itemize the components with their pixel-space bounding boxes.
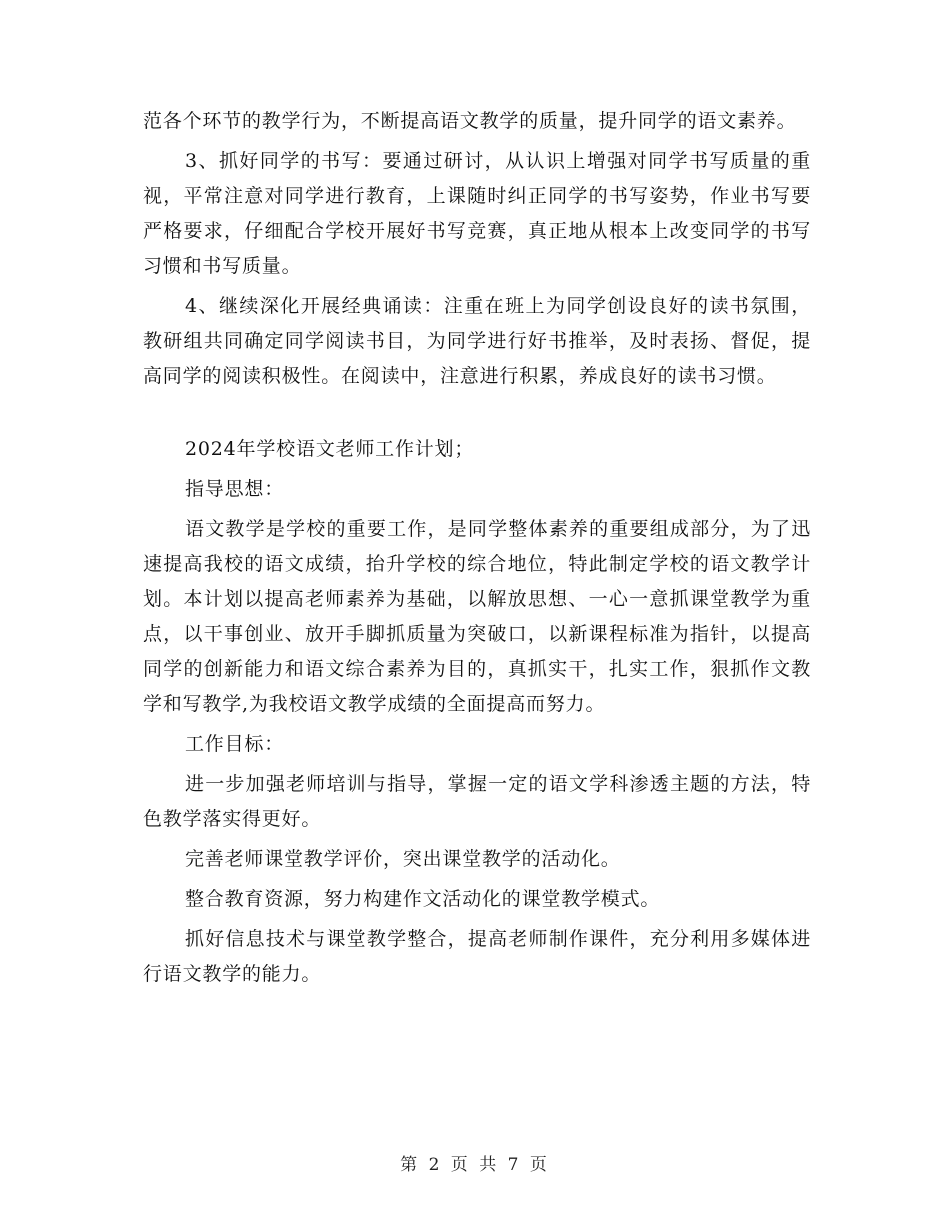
guiding-heading: 指导思想：: [185, 478, 285, 500]
goal-item: 进一步加强老师培训与指导，掌握一定的语文学科渗透主题的方法，特色教学落实得更好。: [143, 773, 811, 830]
paragraph-classic-reading: 4、继续深化开展经典诵读：注重在班上为同学创设良好的读书氛围，教研组共同确定同学阅读书目，为同学进行好书推举，及时表扬、督促，提高同学的阅读积极性。在阅读中，注意进行积累，养成良好的读书习惯。: [143, 295, 811, 387]
paragraph-handwriting: 3、抓好同学的书写：要通过研讨，从认识上增强对同学书写质量的重视，平常注意对同学进行教育，上课随时纠正同学的书写姿势，作业书写要严格要求，仔细配合学校开展好书写竞赛，真正地从根本上改变同学的书写习惯和书写质量。: [143, 150, 811, 277]
page-content: [143, 104, 811, 997]
section-title: 2024年学校语文老师工作计划；: [185, 438, 475, 460]
goals-heading: 工作目标：: [185, 733, 285, 755]
guiding-text: 语文教学是学校的重要工作，是同学整体素养的重要组成部分，为了迅速提高我校的语文成绩，抬升学校的综合地位，特此制定学校的语文教学计划。本计划以提高老师素养为基础，以解放思想、一心一意抓课堂教学为重点，以干事创业、放开手脚抓质量为突破口，以新课程标准为指针，以提高同学的创新能力和语文综合素养为目的，真抓实干，扎实工作，狠抓作文教学和写教学,为我校语文教学成绩的全面提高而努力。: [143, 518, 811, 715]
section-gap: [143, 399, 811, 432]
goal-item: 完善老师课堂教学评价，突出课堂教学的活动化。: [185, 848, 621, 870]
goal-item: 抓好信息技术与课堂教学整合，提高老师制作课件，充分利用多媒体进行语文教学的能力。: [143, 928, 811, 985]
paragraph-continuation: 范各个环节的教学行为，不断提高语文教学的质量，提升同学的语文素养。: [143, 110, 797, 132]
page-number-footer: 第 2 页 共 7 页: [400, 1155, 550, 1175]
goal-item: 整合教育资源，努力构建作文活动化的课堂教学模式。: [185, 888, 661, 910]
